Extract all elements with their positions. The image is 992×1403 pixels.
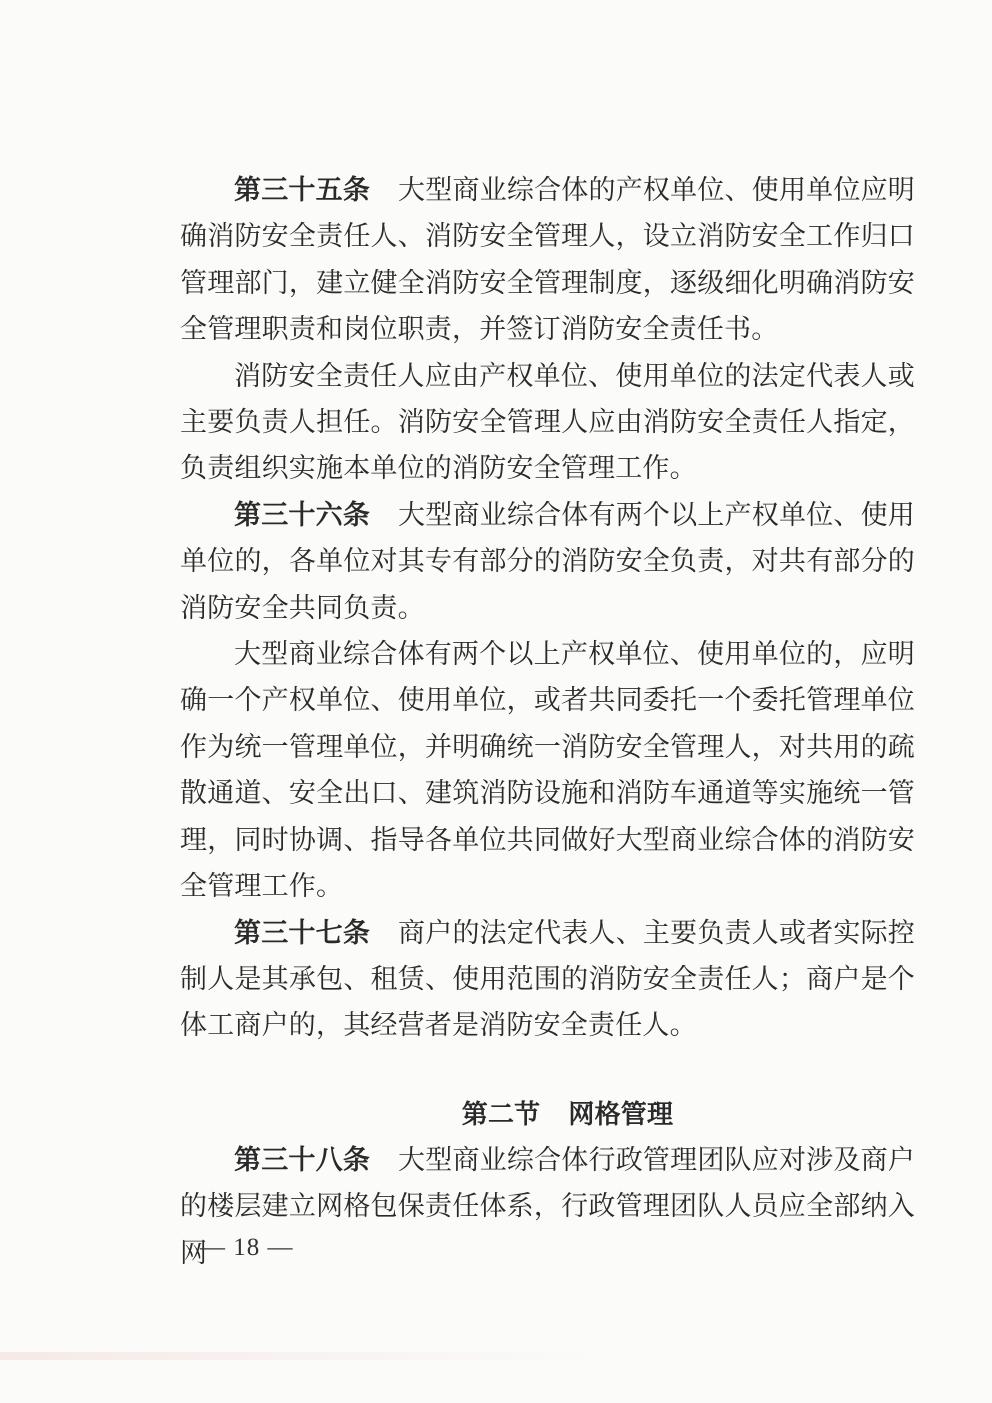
- section-title: 网格管理: [568, 1099, 674, 1130]
- article-36-text-2: 大型商业综合体有两个以上产权单位、使用单位的，应明确一个产权单位、使用单位，或者共同委托一个委托管理单位作为统一管理单位，并明确统一消防安全管理人，对共用的疏散通道、安全出口、建筑消防设施和消防车通道等实施统一管理，同时协调、指导各单位共同做好大型商业综合体的消防安全管理工作。: [180, 639, 915, 903]
- article-35-paragraph-1: [180, 168, 915, 354]
- article-36-paragraph-2: [180, 632, 915, 910]
- article-35-paragraph-2: [180, 354, 915, 493]
- scan-artifact: [0, 1352, 992, 1360]
- article-38-text-1: 大型商业综合体行政管理团队应对涉及商户的楼层建立网格包保责任体系，行政管理团队人员应全部纳入网: [180, 1144, 915, 1269]
- article-35-text-2: 消防安全责任人应由产权单位、使用单位的法定代表人或主要负责人担任。消防安全管理人应由消防安全责任人指定，负责组织实施本单位的消防安全管理工作。: [180, 360, 915, 485]
- article-37-text-1: 商户的法定代表人、主要负责人或者实际控制人是其承包、租赁、使用范围的消防安全责任人；商户是个体工商户的，其经营者是消防安全责任人。: [180, 917, 915, 1042]
- article-35-number: 第三十五条: [234, 175, 371, 206]
- section-heading: [180, 1092, 915, 1138]
- article-36-number: 第三十六条: [234, 499, 371, 531]
- section-number: 第二节: [461, 1099, 541, 1130]
- article-37-paragraph-1: [180, 911, 915, 1050]
- article-36-paragraph-1: [180, 493, 915, 632]
- article-38-number: 第三十八条: [234, 1144, 371, 1176]
- article-37-number: 第三十七条: [234, 917, 371, 949]
- document-body: [180, 168, 915, 1277]
- article-36-text-1: 大型商业综合体有两个以上产权单位、使用单位的，各单位对其专有部分的消防安全负责，对共有部分的消防安全共同负责。: [180, 499, 915, 624]
- page-number: — 18 —: [200, 1234, 294, 1261]
- article-35-text-1: 大型商业综合体的产权单位、使用单位应明确消防安全责任人、消防安全管理人，设立消防安全工作归口管理部门，建立健全消防安全管理制度，逐级细化明确消防安全管理职责和岗位职责，并签订消防安全责任书。: [180, 175, 915, 346]
